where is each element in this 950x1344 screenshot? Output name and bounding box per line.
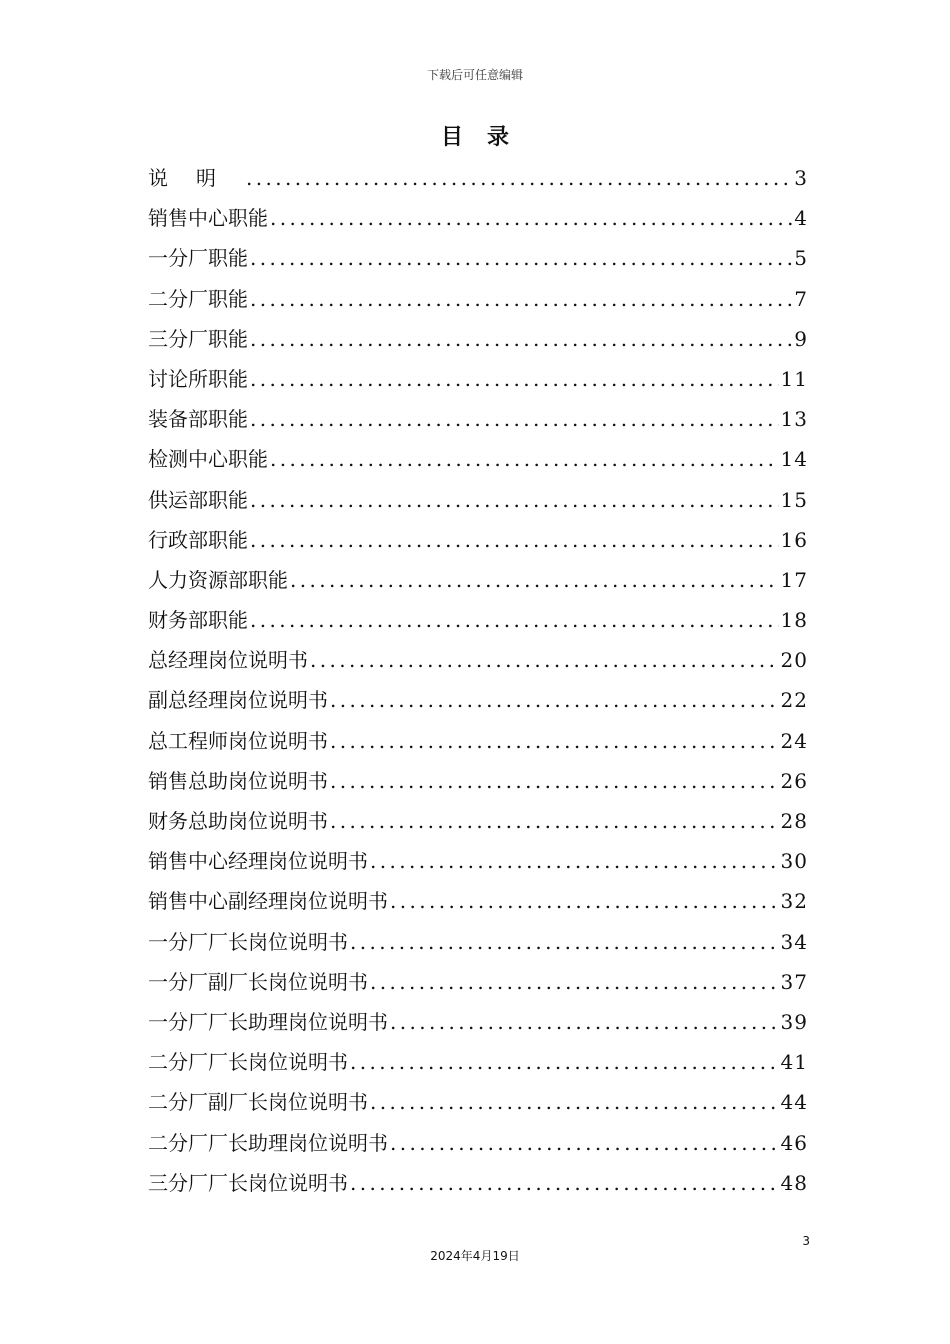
toc-leader-dots xyxy=(350,1163,779,1203)
toc-entry-page: 39 xyxy=(780,1009,808,1034)
toc-entry-label: 一分厂厂长助理岗位说明书 xyxy=(148,1009,388,1034)
toc-entry-page: 20 xyxy=(780,648,808,673)
toc-leader-dots xyxy=(370,841,779,881)
toc-entry-label: 销售中心经理岗位说明书 xyxy=(148,849,368,874)
toc-entry-label: 财务总助岗位说明书 xyxy=(148,809,328,833)
toc-entry-label: 一分厂职能 xyxy=(148,246,248,271)
footer-date: 2024年4月19日 xyxy=(430,1249,520,1263)
toc-entry-label: 销售总助岗位说明书 xyxy=(148,768,328,793)
toc-entry-label: 二分厂职能 xyxy=(148,286,248,311)
page-title: 目录 xyxy=(440,124,533,150)
toc-entry-label: 二分厂副厂长岗位说明书 xyxy=(148,1090,368,1115)
toc-entry-page: 4 xyxy=(794,206,808,231)
toc-entry[interactable] xyxy=(148,600,808,640)
toc-entry-page: 24 xyxy=(780,728,808,753)
toc-leader-dots xyxy=(250,359,779,399)
toc-leader-dots xyxy=(390,881,779,921)
toc-entry[interactable] xyxy=(148,560,808,600)
toc-entry-label: 人力资源部职能 xyxy=(148,567,288,592)
toc-entry-page: 18 xyxy=(780,608,808,633)
toc-entry-page: 22 xyxy=(780,688,808,713)
toc-entry-label: 行政部职能 xyxy=(148,527,248,552)
toc-entry-page: 37 xyxy=(780,969,808,994)
table-of-contents xyxy=(148,158,808,1203)
toc-entry-label: 财务部职能 xyxy=(148,608,248,633)
toc-entry[interactable] xyxy=(148,198,808,238)
toc-entry-page: 9 xyxy=(794,326,808,351)
toc-leader-dots xyxy=(250,279,792,319)
toc-leader-dots xyxy=(310,640,779,680)
toc-entry[interactable] xyxy=(148,922,808,962)
toc-leader-dots xyxy=(350,1042,779,1082)
toc-entry-page: 5 xyxy=(794,246,808,271)
toc-leader-dots xyxy=(350,922,779,962)
toc-entry-page: 11 xyxy=(780,366,808,391)
toc-entry-page: 41 xyxy=(780,1050,808,1075)
toc-entry[interactable] xyxy=(148,238,808,278)
toc-leader-dots xyxy=(246,158,792,198)
toc-entry-page: 48 xyxy=(780,1170,808,1195)
toc-entry-label: 总经理岗位说明书 xyxy=(148,648,308,673)
toc-leader-dots xyxy=(330,680,779,720)
page-number: 3 xyxy=(802,1234,810,1248)
toc-leader-dots xyxy=(370,1082,779,1122)
toc-entry[interactable] xyxy=(148,1082,808,1122)
toc-entry-page: 17 xyxy=(780,567,808,592)
toc-entry-page: 3 xyxy=(794,166,808,190)
toc-leader-dots xyxy=(250,399,779,439)
toc-entry[interactable] xyxy=(148,1123,808,1163)
toc-leader-dots xyxy=(270,439,779,479)
toc-entry-label: 三分厂职能 xyxy=(148,326,248,351)
toc-entry-page: 30 xyxy=(780,849,808,874)
toc-entry[interactable] xyxy=(148,962,808,1002)
toc-entry-label: 三分厂厂长岗位说明书 xyxy=(148,1170,348,1195)
toc-entry-label: 检测中心职能 xyxy=(148,447,268,472)
toc-entry-page: 13 xyxy=(780,407,808,432)
toc-entry-label: 销售中心职能 xyxy=(148,206,268,231)
toc-leader-dots xyxy=(250,600,779,640)
toc-entry-label: 一分厂厂长岗位说明书 xyxy=(148,929,348,954)
toc-entry-label: 装备部职能 xyxy=(148,407,248,432)
toc-entry-page: 44 xyxy=(780,1090,808,1115)
toc-entry-label: 供运部职能 xyxy=(148,487,248,512)
toc-entry-page: 32 xyxy=(780,889,808,914)
toc-entry-label: 副总经理岗位说明书 xyxy=(148,688,328,713)
toc-entry[interactable] xyxy=(148,680,808,720)
toc-entry-label: 说明 xyxy=(148,166,244,190)
toc-entry-label: 总工程师岗位说明书 xyxy=(148,728,328,753)
toc-entry[interactable] xyxy=(148,480,808,520)
toc-entry-page: 15 xyxy=(780,487,808,512)
toc-entry-label: 二分厂厂长助理岗位说明书 xyxy=(148,1130,388,1155)
toc-leader-dots xyxy=(330,761,779,801)
toc-leader-dots xyxy=(330,801,779,841)
toc-entry[interactable] xyxy=(148,1163,808,1203)
toc-entry[interactable] xyxy=(148,761,808,801)
toc-entry[interactable] xyxy=(148,721,808,761)
toc-entry[interactable] xyxy=(148,399,808,439)
toc-entry-page: 26 xyxy=(780,768,808,793)
toc-entry-page: 7 xyxy=(794,286,808,311)
toc-entry[interactable] xyxy=(148,359,808,399)
toc-entry[interactable] xyxy=(148,1042,808,1082)
toc-leader-dots xyxy=(270,198,792,238)
page-header: 下载后可任意编辑 xyxy=(426,68,523,82)
toc-leader-dots xyxy=(250,480,779,520)
toc-entry[interactable] xyxy=(148,520,808,560)
toc-leader-dots xyxy=(250,238,792,278)
toc-entry[interactable] xyxy=(148,881,808,921)
toc-entry-label: 二分厂厂长岗位说明书 xyxy=(148,1050,348,1075)
toc-leader-dots xyxy=(330,721,779,761)
toc-leader-dots xyxy=(290,560,779,600)
toc-entry-label: 一分厂副厂长岗位说明书 xyxy=(148,969,368,994)
toc-entry-label: 销售中心副经理岗位说明书 xyxy=(148,889,388,914)
toc-entry[interactable] xyxy=(148,279,808,319)
toc-entry-page: 16 xyxy=(780,527,808,552)
toc-leader-dots xyxy=(250,520,779,560)
toc-entry-label: 讨论所职能 xyxy=(148,366,248,391)
toc-entry-page: 14 xyxy=(780,447,808,472)
toc-leader-dots xyxy=(250,319,792,359)
toc-entry[interactable] xyxy=(148,640,808,680)
toc-entry[interactable] xyxy=(148,158,808,198)
toc-entry[interactable] xyxy=(148,841,808,881)
toc-leader-dots xyxy=(390,1123,779,1163)
toc-entry[interactable] xyxy=(148,439,808,479)
toc-entry-page: 46 xyxy=(780,1130,808,1155)
toc-entry[interactable] xyxy=(148,801,808,841)
toc-entry[interactable] xyxy=(148,319,808,359)
toc-leader-dots xyxy=(370,962,779,1002)
toc-entry-page: 28 xyxy=(780,809,808,833)
toc-entry-page: 34 xyxy=(780,929,808,954)
toc-entry[interactable] xyxy=(148,1002,808,1042)
toc-leader-dots xyxy=(390,1002,779,1042)
